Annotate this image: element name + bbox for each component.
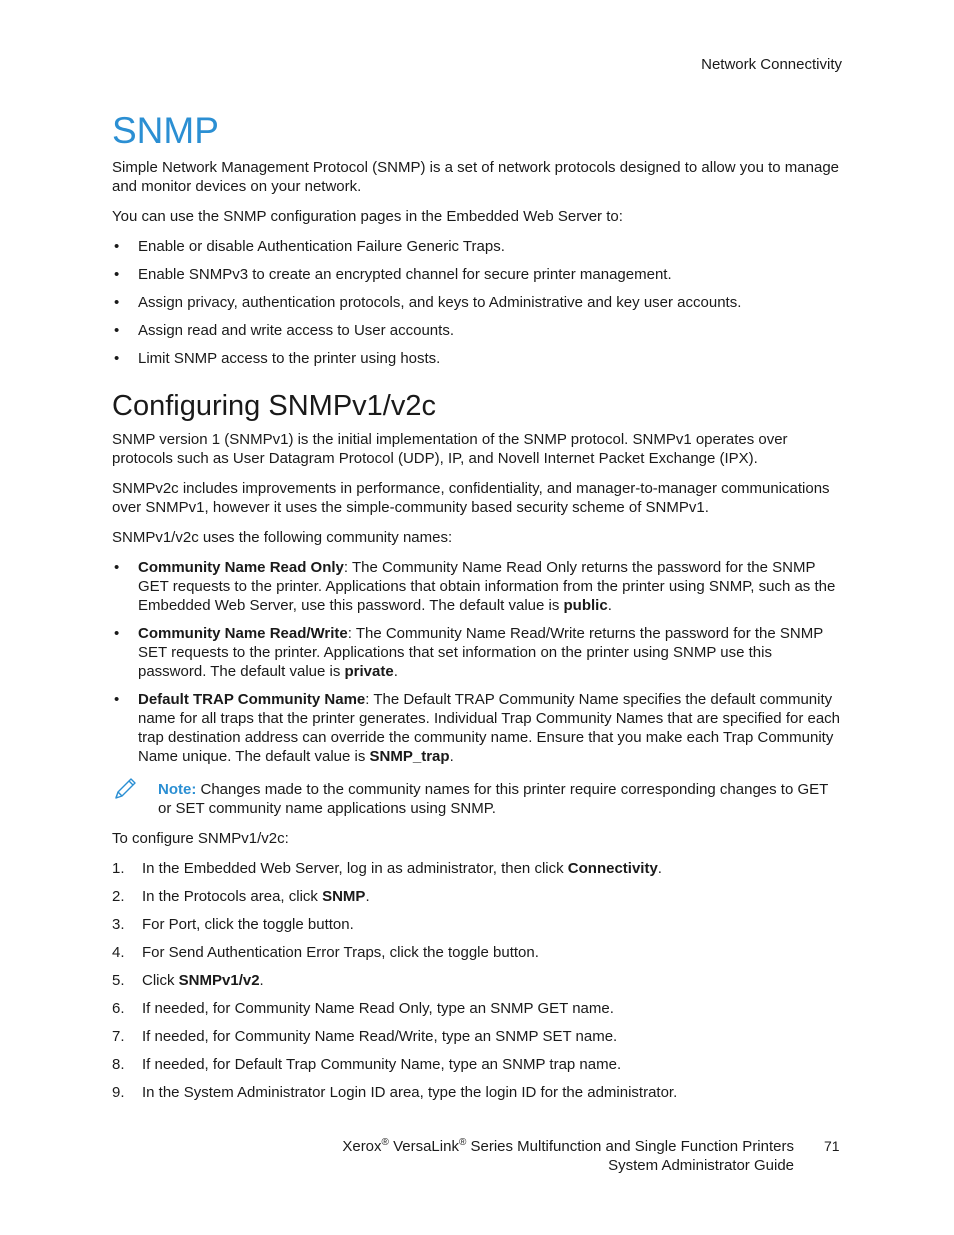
section-title: SNMP [112,110,219,151]
bullet-icon: • [114,238,120,255]
subsection-title: Configuring SNMPv1/v2c [112,390,436,422]
list-item: • Enable or disable Authentication Failure Generic Traps. [114,238,505,255]
note-callout [112,780,844,818]
running-header: Network Connectivity [701,56,842,73]
capability-list [112,237,844,368]
list-item: • Assign read and write access to User accounts. [114,322,454,339]
note-label: Note: [158,781,197,798]
bullet-icon: • [114,350,120,367]
community-name-list [112,558,844,766]
list-item: • Limit SNMP access to the printer using hosts. [114,350,441,367]
default-value: public [563,597,608,614]
page-content [112,108,844,1113]
default-value: SNMP_trap [369,748,450,765]
term: Default TRAP Community Name [138,691,366,708]
bullet-icon: • [114,691,120,708]
step-item: 6. If needed, for Community Name Read Only, type an SNMP GET name. [112,1000,614,1017]
page-footer [342,1137,794,1175]
footer-product-line: Xerox® VersaLink® Series Multifunction and Single Function Printers [342,1137,794,1155]
step-item: 5. Click SNMPv1/v2. [112,972,264,989]
page-number: 71 [824,1138,840,1154]
intro-paragraph: You can use the SNMP configuration pages in the Embedded Web Server to: [112,208,623,225]
procedure-steps [112,859,844,1102]
term: Community Name Read/Write [138,625,348,642]
intro-paragraph: Simple Network Management Protocol (SNMP) is a set of network protocols designed to allow you to manage and monitor devices on your network. [112,159,840,195]
bullet-icon: • [114,294,120,311]
step-item: 2. In the Protocols area, click SNMP. [112,888,370,905]
pencil-icon [112,776,138,802]
bullet-icon: • [114,266,120,283]
list-item: • Community Name Read/Write: The Community Name Read/Write returns the password for the SNMP SET requests to the printer. Applications that set information on the printer using SNMP use this password. The default value is private. [114,625,823,680]
bullet-icon: • [114,625,120,642]
list-item: • Assign privacy, authentication protocols, and keys to Administrative and key user accounts. [114,294,742,311]
list-item: • Community Name Read Only: The Community Name Read Only returns the password for the SNMP GET requests to the printer. Applications that obtain information from the printer using SNMP, such as the Embedded Web Server, use this password. The default value is public. [114,559,836,614]
step-item: 7. If needed, for Community Name Read/Write, type an SNMP SET name. [112,1028,618,1045]
step-item: 3. For Port, click the toggle button. [112,916,354,933]
bullet-icon: • [114,559,120,576]
default-value: private [344,663,394,680]
list-item: • Enable SNMPv3 to create an encrypted channel for secure printer management. [114,266,672,283]
step-item: 8. If needed, for Default Trap Community Name, type an SNMP trap name. [112,1056,622,1073]
step-item: 4. For Send Authentication Error Traps, click the toggle button. [112,944,539,961]
term: Community Name Read Only [138,559,344,576]
bullet-icon: • [114,322,120,339]
footer-guide-title: System Administrator Guide [608,1157,794,1174]
step-item: 1. In the Embedded Web Server, log in as administrator, then click Connectivity. [112,860,662,877]
note-text: Changes made to the community names for this printer require corresponding changes to GET or SET community name applications using SNMP. [158,781,829,817]
steps-intro: To configure SNMPv1/v2c: [112,830,289,847]
body-paragraph: SNMP version 1 (SNMPv1) is the initial implementation of the SNMP protocol. SNMPv1 operates over protocols such as User Datagram Protocol (UDP), IP, and Novell Internet Packet Exchange (IPX). [112,431,788,467]
step-item: 9. In the System Administrator Login ID area, type the login ID for the administrator. [112,1084,678,1101]
body-paragraph: SNMPv2c includes improvements in performance, confidentiality, and manager-to-manager communications over SNMPv1, however it uses the simple-community based security scheme of SNMPv1. [112,480,830,516]
body-paragraph: SNMPv1/v2c uses the following community names: [112,529,453,546]
list-item: • Default TRAP Community Name: The Default TRAP Community Name specifies the default community name for all traps that the printer generates. Individual Trap Community Names that are specified for each trap destination address can override the community name. Ensure that you make each Trap Community Name unique. The default value is SNMP_trap. [114,691,841,765]
